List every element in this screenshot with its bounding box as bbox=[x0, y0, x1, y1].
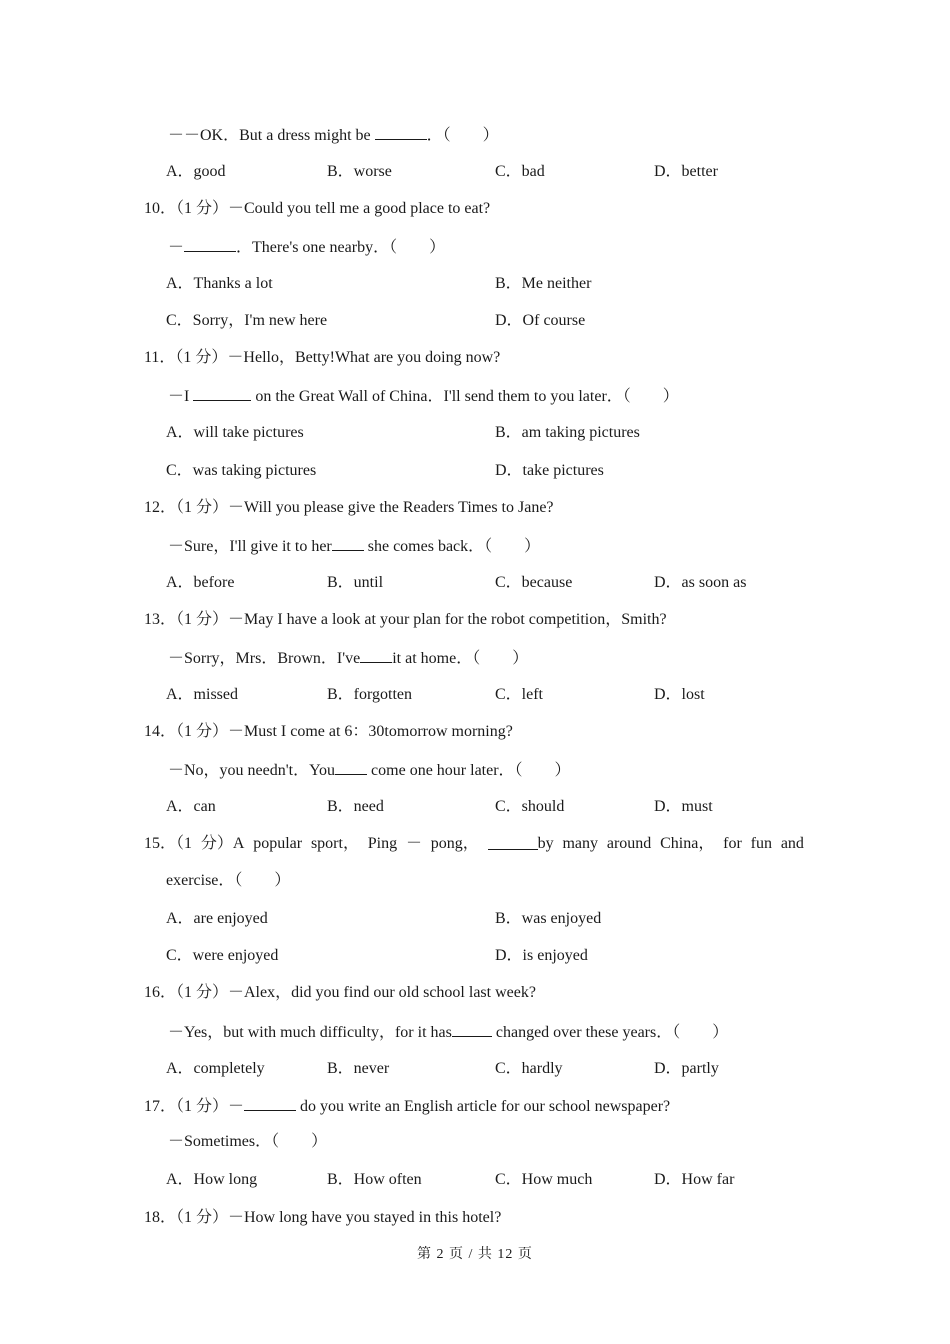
q16-stem: 16．（1 分）－Alex，did you find our old school last week? bbox=[144, 984, 536, 1001]
q13-dialog-line: －Sorry，Mrs．Brown．I've it at home．（ ） bbox=[168, 647, 528, 669]
q14-option-a[interactable]: A．can bbox=[166, 798, 216, 815]
q14-stem: 14．（1 分）－Must I come at 6：30tomorrow morning? bbox=[144, 723, 513, 740]
q9-option-b[interactable]: B．worse bbox=[327, 163, 392, 180]
q11-option-b[interactable]: B．am taking pictures bbox=[495, 424, 640, 441]
q12-option-b[interactable]: B．until bbox=[327, 574, 384, 591]
answer-blank bbox=[452, 1021, 492, 1037]
q11-stem: 11．（1 分）－Hello，Betty!What are you doing now? bbox=[144, 349, 501, 366]
q9-dialog-line: －－OK．But a dress might be ．（ ） bbox=[168, 124, 499, 146]
q9-option-a[interactable]: A．good bbox=[166, 163, 226, 180]
q14-option-d[interactable]: D．must bbox=[654, 798, 713, 815]
q10-dialog-line: － ．There's one nearby．（ ） bbox=[168, 236, 445, 258]
q13-stem: 13．（1 分）－May I have a look at your plan for the robot competition，Smith? bbox=[144, 611, 667, 628]
q12-stem: 12．（1 分）－Will you please give the Readers Times to Jane? bbox=[144, 499, 554, 516]
q13-option-d[interactable]: D．lost bbox=[654, 686, 705, 703]
answer-blank bbox=[244, 1095, 296, 1111]
q15-option-a[interactable]: A．are enjoyed bbox=[166, 910, 268, 927]
q16-option-c[interactable]: C．hardly bbox=[495, 1060, 563, 1077]
q10-option-c[interactable]: C．Sorry，I'm new here bbox=[166, 312, 328, 329]
answer-blank bbox=[332, 535, 364, 551]
q12-dialog-line: －Sure，I'll give it to her she comes back．（ ） bbox=[168, 535, 540, 557]
q13-option-b[interactable]: B．forgotten bbox=[327, 686, 413, 703]
q10-option-b[interactable]: B．Me neither bbox=[495, 275, 592, 292]
q11-option-d[interactable]: D．take pictures bbox=[495, 462, 604, 479]
q10-option-a[interactable]: A．Thanks a lot bbox=[166, 275, 273, 292]
q11-dialog-line: －I on the Great Wall of China．I'll send them to you later．（ ） bbox=[168, 385, 679, 407]
q13-option-a[interactable]: A．missed bbox=[166, 686, 239, 703]
answer-blank bbox=[184, 236, 236, 252]
q15-stem: 15．（1 分）A popular sport， Ping － pong， by many around China， for fun and bbox=[144, 835, 804, 852]
q18-stem: 18．（1 分）－How long have you stayed in this hotel? bbox=[144, 1209, 502, 1226]
q15-stem-continued: exercise．（ ） bbox=[166, 872, 291, 889]
q16-option-d[interactable]: D．partly bbox=[654, 1060, 719, 1077]
q10-stem: 10．（1 分）－Could you tell me a good place to eat? bbox=[144, 200, 491, 217]
answer-blank bbox=[375, 124, 427, 140]
q17-option-a[interactable]: A．How long bbox=[166, 1171, 258, 1188]
page-footer: 第 2 页 / 共 12 页 bbox=[417, 1247, 533, 1262]
q14-dialog-line: －No，you needn't．You come one hour later．（ ） bbox=[168, 759, 571, 781]
q9-option-c[interactable]: C．bad bbox=[495, 163, 545, 180]
q12-option-c[interactable]: C．because bbox=[495, 574, 573, 591]
q17-dialog-line: －Sometimes．（ ） bbox=[168, 1133, 328, 1150]
q11-option-c[interactable]: C．was taking pictures bbox=[166, 462, 317, 479]
q15-option-b[interactable]: B．was enjoyed bbox=[495, 910, 602, 927]
q15-option-c[interactable]: C．were enjoyed bbox=[166, 947, 279, 964]
q17-option-d[interactable]: D．How far bbox=[654, 1171, 735, 1188]
q11-option-a[interactable]: A．will take pictures bbox=[166, 424, 304, 441]
q16-option-a[interactable]: A．completely bbox=[166, 1060, 265, 1077]
q14-option-b[interactable]: B．need bbox=[327, 798, 384, 815]
q17-stem: 17．（1 分）－ do you write an English article for our school newspaper? bbox=[144, 1095, 670, 1117]
answer-blank bbox=[193, 385, 251, 401]
answer-blank bbox=[335, 759, 367, 775]
q15-option-d[interactable]: D．is enjoyed bbox=[495, 947, 588, 964]
answer-blank bbox=[360, 647, 392, 663]
q12-option-d[interactable]: D．as soon as bbox=[654, 574, 747, 591]
q9-option-d[interactable]: D．better bbox=[654, 163, 718, 180]
answer-blank bbox=[488, 834, 538, 850]
q13-option-c[interactable]: C．left bbox=[495, 686, 543, 703]
q16-option-b[interactable]: B．never bbox=[327, 1060, 390, 1077]
q12-option-a[interactable]: A．before bbox=[166, 574, 235, 591]
q17-option-b[interactable]: B．How often bbox=[327, 1171, 422, 1188]
q14-option-c[interactable]: C．should bbox=[495, 798, 565, 815]
q16-dialog-line: －Yes，but with much difficulty，for it has changed over these years．（ ） bbox=[168, 1021, 728, 1043]
q10-option-d[interactable]: D．Of course bbox=[495, 312, 586, 329]
q17-option-c[interactable]: C．How much bbox=[495, 1171, 593, 1188]
